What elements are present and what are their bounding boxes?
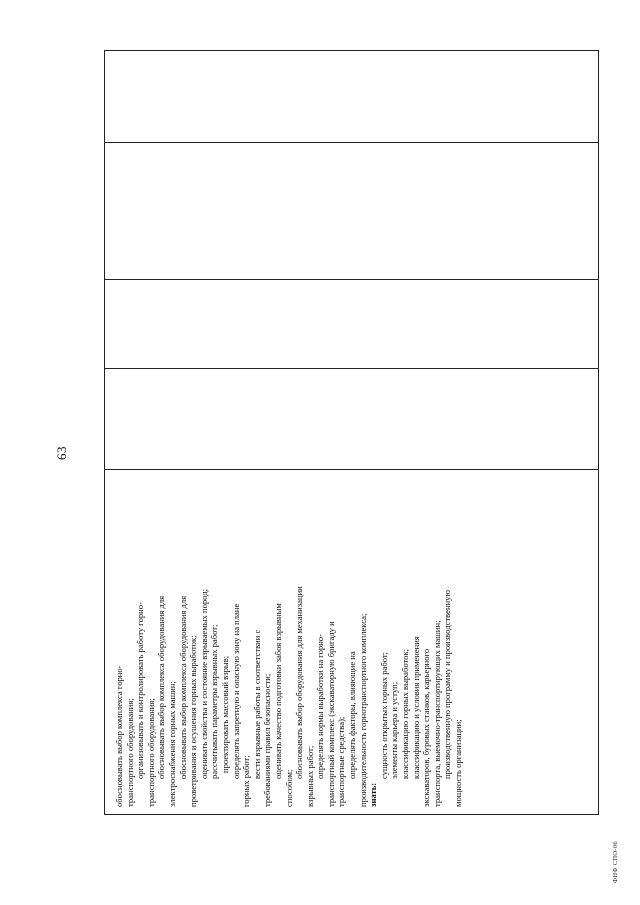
text-line: экскаваторов, буровых станков, карьерного [421, 648, 432, 807]
text-line: транспортные средства); [336, 716, 347, 807]
text-line: транспортного оборудования; [124, 698, 135, 807]
text-line: элементы карьера и уступ; [389, 681, 400, 779]
text-line: производительность горнотранспортного комплекса; [357, 613, 368, 807]
column-divider-3 [104, 279, 599, 280]
text-line: обосновывать выбор комплекса оборудования для [156, 595, 167, 779]
footer-note: ФНФ СПО-06 [612, 841, 619, 883]
page-number: 63 [54, 446, 69, 460]
text-line: классификацию горных выработок; [400, 648, 411, 779]
competency-text-cell [114, 467, 588, 807]
text-line: знать: [368, 782, 379, 807]
text-line: определять запретную и опасную зону на плане [230, 603, 241, 779]
text-line: определять нормы выработки на горно- [315, 634, 326, 779]
text-line: оценивать качество подготовки забоя взрывным [272, 603, 283, 779]
text-line: горных работ; [241, 755, 252, 807]
text-line: транспортный комплекс (экскаваторную бригаду и [325, 621, 336, 807]
text-line: транспорта, выемочно-транспортирующих машин; [431, 620, 442, 807]
text-line: требованиями правил безопасности; [262, 673, 273, 807]
text-line: классификацию и условия применения [410, 636, 421, 779]
text-line: сущность открытых горных работ; [378, 651, 389, 779]
text-line: мощность организации; [453, 719, 463, 807]
text-line: обосновывать выбор комплекса горно- [114, 665, 124, 807]
table-border-right [104, 50, 599, 51]
text-line: проветривания и осушения горных выработок; [188, 635, 199, 807]
text-line: электроснабжения горных машин; [166, 681, 177, 807]
text-line: обосновывать выбор комплекса оборудования для [177, 595, 188, 779]
text-line: проектировать массовый взрыв; [219, 655, 230, 773]
column-divider-4 [104, 142, 599, 143]
text-line: взрывных работ; [304, 745, 315, 807]
text-line: способом; [283, 769, 294, 807]
text-line: транспортного оборудования; [145, 698, 156, 807]
text-line: организовывать и контролировать работу горно- [135, 602, 146, 779]
text-line: обосновывать выбор оборудования для механизации [294, 586, 305, 779]
table-border-top [104, 50, 105, 815]
text-line: вести взрывные работы в соответствии с [251, 629, 262, 779]
text-line: рассчитывать параметры взрывных работ; [209, 624, 220, 779]
text-line: определять факторы, влияющие на [347, 651, 358, 779]
table-border-left [104, 814, 599, 815]
text-line: оценивать свойства и состояние взрываемых пород; [198, 589, 209, 779]
column-divider-2 [104, 368, 599, 369]
table-border-bottom [598, 50, 599, 815]
text-line: производственную программу и производственную [442, 590, 453, 779]
